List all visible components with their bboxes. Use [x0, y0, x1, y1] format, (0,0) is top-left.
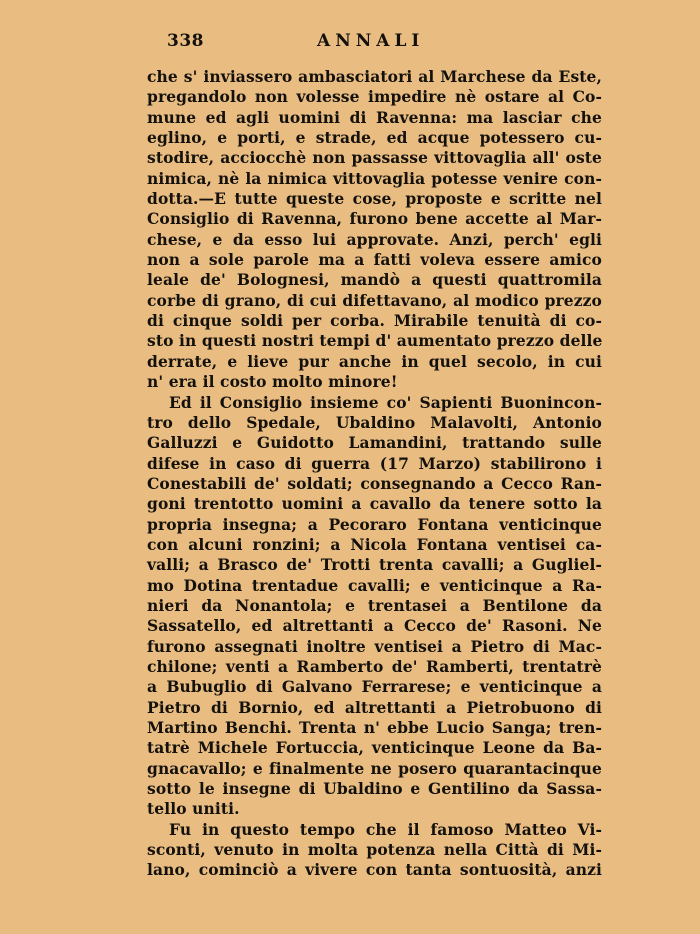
text-line: di cinque soldi per corba. Mirabile tenuità di co- [147, 311, 602, 331]
text-line: gnacavallo; e finalmente ne posero quarantacinque [147, 758, 602, 778]
text-line: che s' inviassero ambasciatori al Marchese da Este, [147, 67, 602, 86]
text-line: dotta.—E tutte queste cose, proposte e scritte nel [147, 189, 602, 209]
text-line: Martino Benchi. Trenta n' ebbe Lucio Sanga; tren- [147, 718, 602, 737]
text-line: n' era il costo molto minore! [147, 372, 398, 392]
text-line: tro dello Spedale, Ubaldino Malavolti, Antonio [147, 412, 602, 432]
text-line: non a sole parole ma a fatti voleva essere amico [147, 250, 602, 270]
text-line: leale de' Bolognesi, mandò a questi quattromila [147, 270, 602, 290]
page-number: 338 [167, 31, 204, 51]
text-line: Fu in questo tempo che il famoso Matteo Vi- [169, 819, 602, 839]
text-line: furono assegnati inoltre ventisei a Pietro di Mac- [147, 636, 602, 656]
text-line: pregandolo non volesse impedire nè ostare al Co- [147, 87, 602, 107]
text-line: tatrè Michele Fortuccia, venticinque Leone da Ba- [147, 738, 602, 758]
text-line: Ed il Consiglio insieme co' Sapienti Buonincon- [169, 392, 602, 412]
text-line: tello uniti. [147, 799, 240, 819]
text-line: nieri da Nonantola; e trentasei a Bentilone da [147, 595, 602, 615]
text-line: Conestabili de' soldati; consegnando a Cecco Ran- [147, 473, 602, 493]
text-line: goni trentotto uomini a cavallo da tenere sotto la [147, 494, 602, 514]
text-line: Pietro di Bornio, ed altrettanti a Pietrobuono di [147, 697, 602, 717]
text-line: sconti, venuto in molta potenza nella Città di Mi- [147, 840, 602, 860]
text-line: stodire, acciocchè non passasse vittovaglia all' oste [147, 148, 602, 168]
text-line: chese, e da esso lui approvate. Anzi, perch' egli [147, 229, 602, 249]
page-header [147, 31, 602, 55]
text-line: con alcuni ronzini; a Nicola Fontana ventisei ca- [147, 534, 602, 554]
body-text [147, 67, 602, 881]
text-line: Galluzzi e Guidotto Lamandini, trattando sulle [147, 433, 602, 453]
text-line: eglino, e porti, e strade, ed acque potessero cu- [147, 128, 602, 148]
text-line: nimica, nè la nimica vittovaglia potesse venire con- [147, 168, 602, 188]
text-line: lano, cominciò a vivere con tanta sontuosità, anzi [147, 860, 602, 880]
text-line: chilone; venti a Ramberto de' Ramberti, trentatrè [147, 656, 602, 676]
text-line: propria insegna; a Pecoraro Fontana venticinque [147, 514, 602, 534]
running-title: ANNALI [317, 31, 425, 51]
text-line: a Bubuglio di Galvano Ferrarese; e venticinque a [147, 677, 602, 697]
text-line: sotto le insegne di Ubaldino e Gentilino da Sassa- [147, 779, 602, 799]
text-line: derrate, e lieve pur anche in quel secolo, in cui [147, 351, 602, 371]
text-line: Sassatello, ed altrettanti a Cecco de' Rasoni. Ne [147, 616, 602, 636]
text-line: mune ed agli uomini di Ravenna: ma lasciar che [147, 107, 602, 127]
text-line: mo Dotina trentadue cavalli; e venticinque a Ra- [147, 575, 602, 595]
text-line: Consiglio di Ravenna, furono bene accette al Mar- [147, 209, 602, 229]
text-line: difese in caso di guerra (17 Marzo) stabilirono i [147, 453, 602, 473]
text-line: sto in questi nostri tempi d' aumentato prezzo delle [147, 331, 603, 351]
text-line: valli; a Brasco de' Trotti trenta cavalli; a Gugliel- [147, 555, 602, 575]
text-line: corbe di grano, di cui difettavano, al modico prezzo [147, 290, 602, 310]
